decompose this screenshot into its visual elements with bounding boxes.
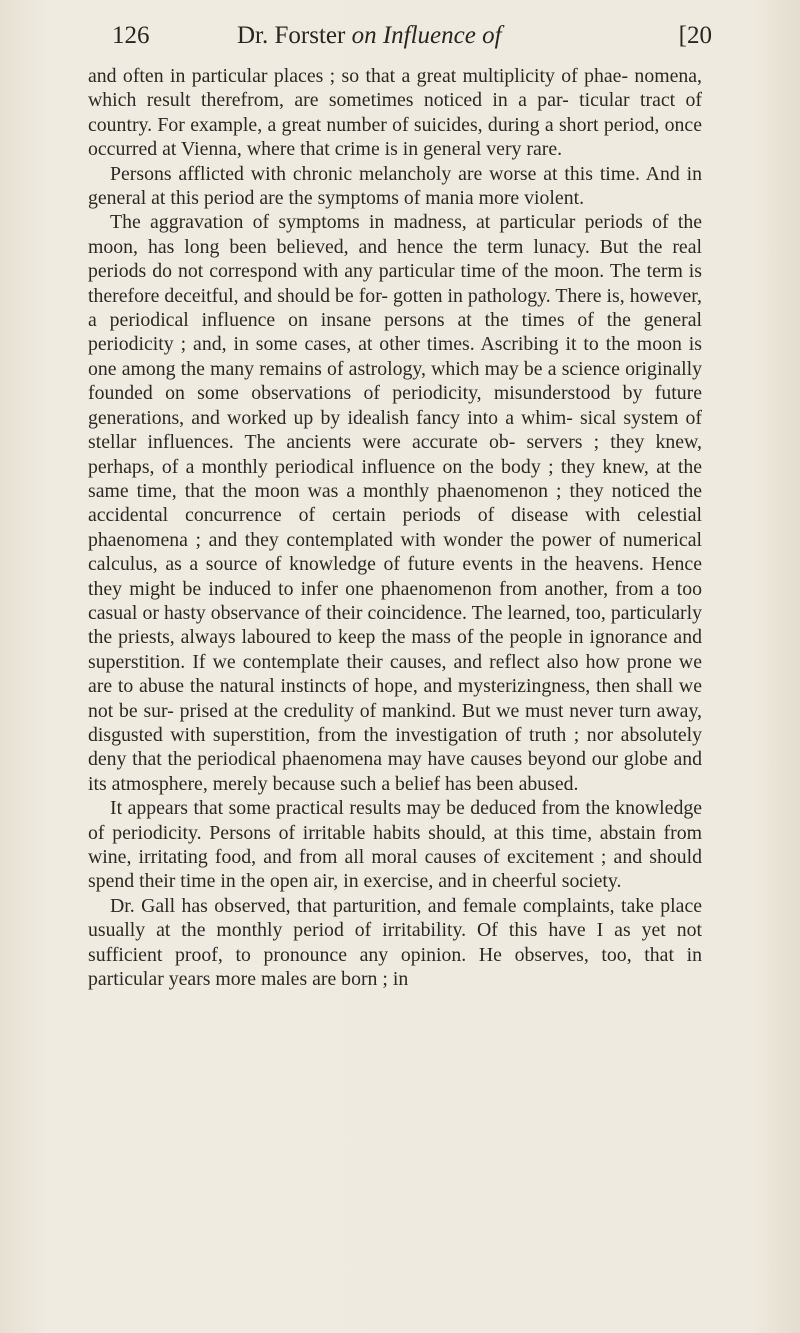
running-title-author: Dr. Forster [237,22,352,49]
section-mark: [20 [678,22,712,49]
page-number: 126 [112,22,150,49]
paragraph-practical-results: It appears that some practical results may be deduced from the knowledge of periodicity. Persons of irritable habits should, at this time, abstain from wine, irritating food, and from all moral causes of excitement ; and should spend their time in the open air, in exercise, and in cheerful society. [88,797,702,893]
running-title [237,16,502,56]
body-text [88,64,702,991]
paragraph-melancholy: Persons afflicted with chronic melancholy are worse at this time. And in general at this period are the symptoms of mania more violent. [88,162,702,210]
running-head [112,16,712,56]
paragraph-lunacy: The aggravation of symptoms in madness, at particular periods of the moon, has long been believed, and hence the term lunacy. But the real periods do not correspond with any particular time of the moon. The term is therefore deceitful, and should be for- gotten in pathology. There is, however, a periodical influence on insane persons at the times of the general periodicity ; and, in some cases, at other times. Ascribing it to the moon is one among the many remains of astrology, which may be a science originally founded on some observations of periodicity, misunderstood by future generations, and worked up by idealish fancy into a whim- sical system of stellar influences. The ancients were accurate ob- servers ; they knew, perhaps, of a monthly periodical influence on the body ; they knew, at the same time, that the moon was a monthly phaenomenon ; they noticed the accidental concurrence of certain periods of disease with celestial phaenomena ; and they contemplated with wonder the power of numerical calculus, as a source of knowledge of future events in the heavens. Hence they might be induced to infer one phaenomenon from another, from a too casual or hasty observance of their coincidence. The learned, too, particularly the priests, always laboured to keep the mass of the people in ignorance and superstition. If we contemplate their causes, and reflect also how prone we are to abuse the natural instincts of hope, and mysterizingness, then shall we not be sur- prised at the credulity of mankind. But we must never turn away, disgusted with superstition, from the investigation of truth ; nor absolutely deny that the periodical phaenomena may have causes beyond our globe and its atmosphere, merely because such a belief has been abused. [88,211,702,795]
paragraph-dr-gall: Dr. Gall has observed, that parturition, and female complaints, take place usually at the monthly period of irritability. Of this have I as yet not sufficient proof, to pronounce any opinion. He observes, too, that in particular years more males are born ; in [88,894,702,991]
paragraph-continuation: and often in particular places ; so that a great multiplicity of phae- nomena, which result therefrom, are sometimes noticed in a par- ticular tract of country. For example, a great number of suicides, during a short period, once occurred at Vienna, where that crime is in general very rare. [88,65,702,161]
running-title-subject: on Influence of [351,22,502,49]
